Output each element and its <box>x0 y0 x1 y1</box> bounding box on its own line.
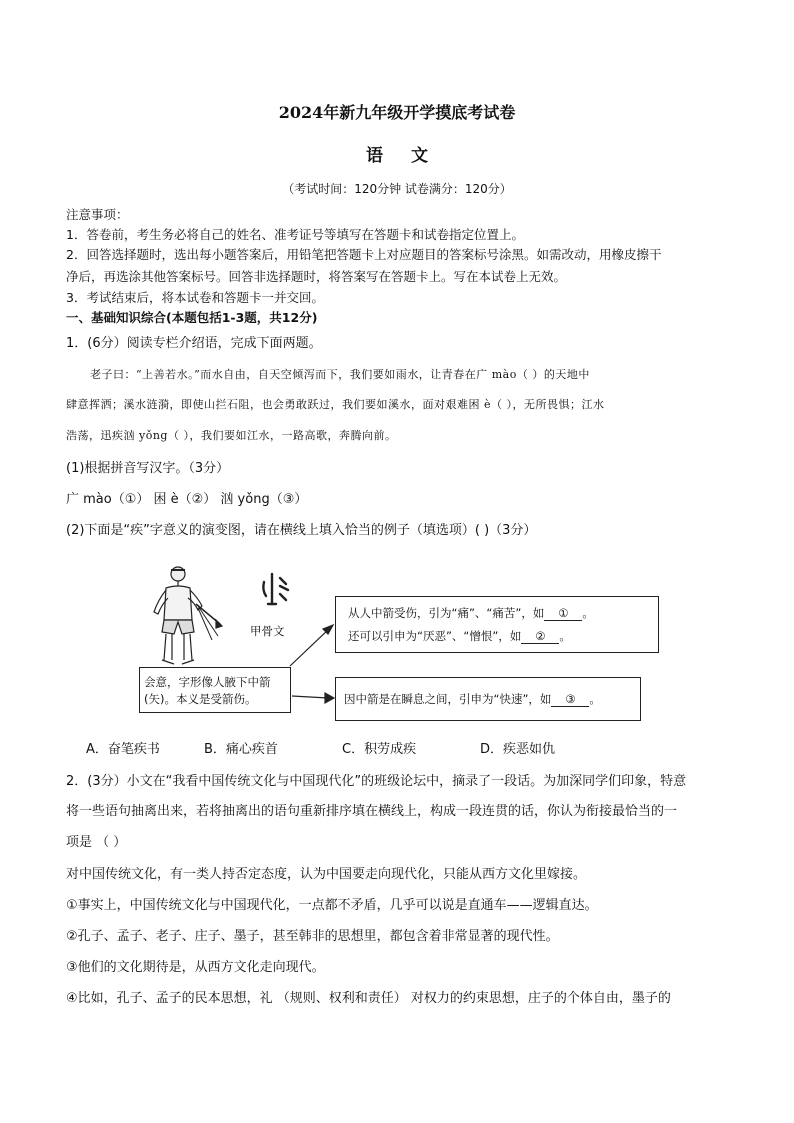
extension-box-1 <box>335 596 659 653</box>
notice-heading: 注意事项： <box>66 207 129 222</box>
notice-item-1: 1．答卷前，考生务必将自己的姓名、准考证号等填写在答题卡和试卷指定位置上。 <box>66 227 524 242</box>
notice-item-3: 3．考试结束后，将本试卷和答题卡一并交回。 <box>66 290 324 305</box>
q1-sub2-stem: (2)下面是“疾”字意义的演变图，请在横线上填入恰当的例子（填选项）( )（3分） <box>66 523 537 538</box>
blank-2: ② <box>521 629 559 644</box>
q1-passage-line-1: 老子曰：“上善若水。”而水自由，自天空倾泻而下，我们要如雨水，让青春在广 mào（ ）的天地中 <box>90 368 590 381</box>
q2-item-4: ④比如，孔子、孟子的民本思想，礼 （规则、权利和责任） 对权力的约束思想，庄子的个体自由，墨子的 <box>66 991 671 1006</box>
q1-sub1-stem: (1)根据拼音写汉字。（3分） <box>66 461 230 476</box>
option-a: A．奋笔疾书 <box>86 742 160 757</box>
blank-3: ③ <box>551 692 589 707</box>
section-heading: 一、基础知识综合(本题包括1-3题，共12分) <box>66 310 318 325</box>
q1-passage-line-2: 肆意挥洒；溪水涟漪，即使山拦石阻，也会勇敢跃过，我们要如溪水，面对艰难困 è（ ），无所畏惧；江水 <box>66 398 605 411</box>
notice-item-2: 2．回答选择题时，选出每小题答案后，用铅笔把答题卡上对应题目的答案标号涂黑。如需改动，用橡皮擦干 <box>66 247 662 262</box>
box1-line-2: 还可以引申为“厌恶”、“憎恨”，如 ② 。 <box>348 629 571 643</box>
q2-item-1: ①事实上，中国传统文化与中国现代化，一点都不矛盾，几乎可以说是直通车——逻辑直达。 <box>66 898 598 913</box>
notice-item-2-cont: 净后，再选涂其他答案标号。回答非选择题时，将答案写在答题卡上。写在本试卷上无效。 <box>66 269 567 284</box>
q1-sub1-answers: 广 mào（①） 困 è（②） 汹 yǒng（③） <box>66 492 308 507</box>
box1-line-1: 从人中箭受伤，引为“痛”、“痛苦”，如 ① 。 <box>348 606 594 620</box>
oracle-bone-glyph <box>263 574 288 604</box>
q2-context: 对中国传统文化，有一类人持否定态度，认为中国要走向现代化，只能从西方文化里嫁接。 <box>66 867 587 882</box>
q2-item-3: ③他们的文化期待是，从西方文化走向现代。 <box>66 960 325 975</box>
meaning-line-2: (矢)。本义是受箭伤。 <box>144 692 257 706</box>
q2-stem-line-2: 将一些语句抽离出来，若将抽离出的语句重新排序填在横线上，构成一段连贯的话，你认为衔接最恰当的一 <box>66 804 678 819</box>
exam-title: 2024年新九年级开学摸底考试卷 <box>278 103 516 122</box>
arrow-right <box>292 693 334 703</box>
oracle-label: 甲骨文 <box>250 624 285 638</box>
exam-info: （考试时间：120分钟 试卷满分：120分） <box>282 182 512 196</box>
blank-1: ① <box>544 606 582 621</box>
option-b: B．痛心疾首 <box>204 742 278 757</box>
q2-stem-line-1: 2．(3分）小文在“我看中国传统文化与中国现代化”的班级论坛中，摘录了一段话。为加深同学们印象，特意 <box>66 774 687 789</box>
option-c: C．积劳成疾 <box>342 742 417 757</box>
q1-passage-line-3: 浩荡，迅疾汹 yǒng（ ），我们要如江水，一路高歌，奔腾向前。 <box>66 429 397 442</box>
arrow-up <box>290 625 333 666</box>
q2-stem-line-3: 项是 （ ） <box>66 835 127 850</box>
wounded-man-illustration <box>154 567 222 664</box>
subject-title: 语文 <box>366 146 456 166</box>
option-d: D．疾恶如仇 <box>480 742 556 757</box>
q2-item-2: ②孔子、孟子、老子、庄子、墨子，甚至韩非的思想里，都包含着非常显著的现代性。 <box>66 929 559 944</box>
meaning-line-1: 会意，字形像人腋下中箭 <box>144 675 271 689</box>
q1-stem: 1．(6分）阅读专栏介绍语，完成下面两题。 <box>66 336 322 351</box>
extension-box-2 <box>335 677 641 721</box>
meaning-box <box>139 667 291 713</box>
box2-line: 因中箭是在瞬息之间，引申为“快速”，如 ③ 。 <box>344 692 601 706</box>
